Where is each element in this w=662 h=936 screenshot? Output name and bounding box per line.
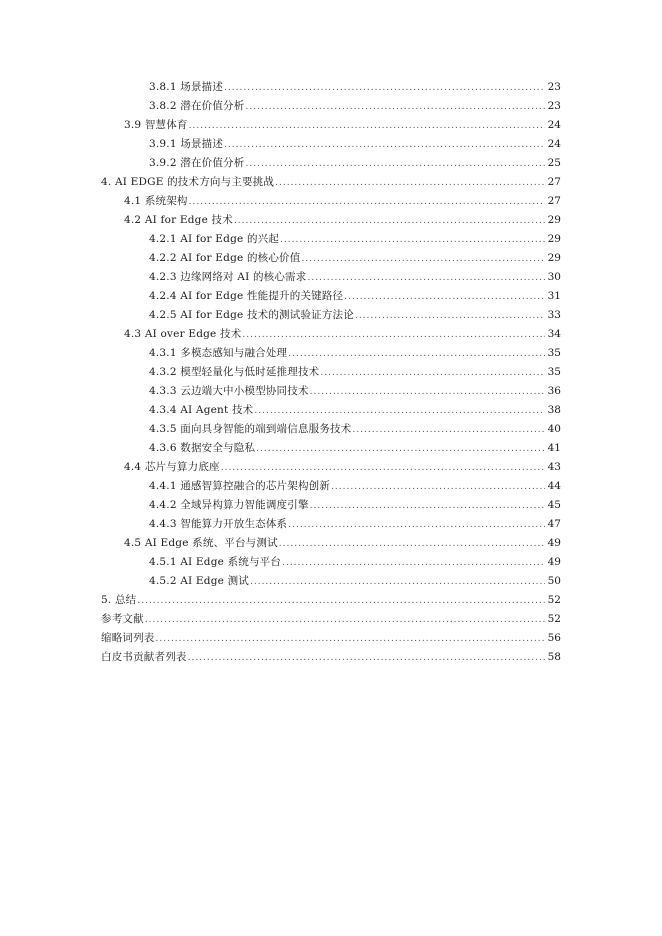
toc-entry-title: 4.5.1 AI Edge 系统与平台 (149, 556, 282, 568)
toc-entry-title: 4.2 AI for Edge 技术 (124, 214, 233, 226)
toc-entry-title: 4.3.5 面向具身智能的端到端信息服务技术 (149, 423, 352, 435)
toc-dot-leader (320, 364, 545, 383)
toc-entry[interactable] (149, 268, 561, 287)
toc-page-number: 29 (547, 252, 561, 264)
toc-page-number: 23 (547, 100, 561, 112)
toc-entry-title: 4. AI EDGE 的技术方向与主要挑战 (101, 176, 275, 188)
toc-entry[interactable] (149, 287, 561, 306)
toc-entry-title: 3.9.1 场景描述 (149, 138, 224, 150)
toc-entry-title: 参考文献 (101, 613, 144, 625)
toc-dot-leader (288, 345, 545, 364)
toc-page-number: 34 (547, 328, 561, 340)
toc-dot-leader (224, 136, 545, 155)
toc-entry[interactable] (149, 154, 561, 173)
toc-entry[interactable] (149, 420, 561, 439)
toc-entry-title: 4.3.3 云边端大中小模型协同技术 (149, 385, 309, 397)
toc-page-number: 36 (547, 385, 561, 397)
toc-page-number: 45 (547, 499, 561, 511)
toc-entry-title: 4.5 AI Edge 系统、平台与测试 (124, 537, 278, 549)
toc-dot-leader (279, 535, 545, 554)
toc-entry[interactable] (124, 192, 561, 211)
toc-entry-title: 4.4 芯片与算力底座 (124, 461, 220, 473)
toc-page-number: 29 (547, 233, 561, 245)
toc-page-number: 24 (547, 138, 561, 150)
toc-entry-title: 4.2.4 AI for Edge 性能提升的关键路径 (149, 290, 344, 302)
toc-entry[interactable] (101, 173, 561, 192)
toc-page-number: 47 (547, 518, 561, 530)
toc-entry-title: 4.2.5 AI for Edge 技术的测试验证方法论 (149, 309, 354, 321)
toc-dot-leader (242, 326, 545, 345)
toc-entry[interactable] (124, 534, 561, 553)
toc-page-number: 52 (547, 594, 561, 606)
toc-entry-title: 4.2.2 AI for Edge 的核心价值 (149, 252, 301, 264)
toc-page-number: 27 (547, 195, 561, 207)
toc-entry-title: 4.3.2 模型轻量化与低时延推理技术 (149, 366, 320, 378)
toc-dot-leader (224, 79, 545, 98)
toc-page-number: 52 (547, 613, 561, 625)
toc-page-number: 41 (547, 442, 561, 454)
toc-entry[interactable] (149, 97, 561, 116)
toc-entry-title: 4.2.1 AI for Edge 的兴起 (149, 233, 280, 245)
toc-page-number: 27 (547, 176, 561, 188)
toc-dot-leader (310, 383, 545, 402)
toc-dot-leader (307, 269, 545, 288)
toc-page-number: 40 (547, 423, 561, 435)
toc-entry[interactable] (149, 572, 561, 591)
toc-entry[interactable] (101, 610, 561, 629)
toc-page-number: 35 (547, 366, 561, 378)
toc-entry-title: 4.3 AI over Edge 技术 (124, 328, 242, 340)
toc-entry-title: 4.2.3 边缘网络对 AI 的核心需求 (149, 271, 307, 283)
toc-entry[interactable] (149, 344, 561, 363)
toc-dot-leader (188, 649, 545, 668)
toc-dot-leader (250, 573, 545, 592)
toc-dot-leader (352, 421, 545, 440)
toc-entry-title: 4.3.6 数据安全与隐私 (149, 442, 256, 454)
toc-entry[interactable] (124, 458, 561, 477)
toc-page-number: 50 (547, 575, 561, 587)
toc-entry[interactable] (101, 648, 561, 667)
toc-page-number: 38 (547, 404, 561, 416)
toc-entry[interactable] (149, 401, 561, 420)
toc-entry[interactable] (124, 116, 561, 135)
toc-entry[interactable] (149, 439, 561, 458)
toc-dot-leader (256, 440, 545, 459)
toc-dot-leader (355, 307, 545, 326)
toc-entry[interactable] (149, 230, 561, 249)
toc-page-number: 56 (547, 632, 561, 644)
toc-page-number: 24 (547, 119, 561, 131)
toc-dot-leader (156, 630, 546, 649)
toc-entry-title: 3.9.2 潜在价值分析 (149, 157, 245, 169)
toc-page-number: 31 (547, 290, 561, 302)
toc-entry[interactable] (124, 211, 561, 230)
toc-dot-leader (288, 516, 545, 535)
toc-dot-leader (221, 459, 545, 478)
toc-dot-leader (344, 288, 545, 307)
toc-page-number: 44 (547, 480, 561, 492)
toc-dot-leader (189, 117, 545, 136)
toc-entry[interactable] (149, 249, 561, 268)
toc-entry-title: 3.8.2 潜在价值分析 (149, 100, 245, 112)
toc-dot-leader (145, 611, 545, 630)
toc-dot-leader (282, 554, 545, 573)
toc-entry-title: 4.5.2 AI Edge 测试 (149, 575, 249, 587)
toc-entry[interactable] (149, 135, 561, 154)
toc-entry-title: 4.3.1 多模态感知与融合处理 (149, 347, 288, 359)
toc-entry-title: 4.4.1 通感智算控融合的芯片架构创新 (149, 480, 331, 492)
toc-entry-title: 3.8.1 场景描述 (149, 81, 224, 93)
toc-dot-leader (331, 478, 545, 497)
toc-dot-leader (245, 155, 545, 174)
toc-page-number: 35 (547, 347, 561, 359)
toc-entry[interactable] (149, 496, 561, 515)
toc-dot-leader (301, 250, 545, 269)
toc-entry[interactable] (101, 591, 561, 610)
toc-page-number: 33 (547, 309, 561, 321)
toc-entry-title: 白皮书贡献者列表 (101, 651, 187, 663)
toc-page-number: 49 (547, 556, 561, 568)
toc-dot-leader (254, 402, 545, 421)
toc-page-number: 58 (547, 651, 561, 663)
toc-entry[interactable] (124, 325, 561, 344)
toc-entry[interactable] (149, 553, 561, 572)
toc-entry-title: 5. 总结 (101, 594, 137, 606)
toc-dot-leader (275, 174, 545, 193)
toc-entry[interactable] (149, 382, 561, 401)
toc-page-number: 30 (547, 271, 561, 283)
toc-dot-leader (310, 497, 545, 516)
toc-entry-title: 4.3.4 AI Agent 技术 (149, 404, 254, 416)
toc-entry[interactable] (149, 363, 561, 382)
toc-entry-title: 4.4.3 智能算力开放生态体系 (149, 518, 288, 530)
toc-dot-leader (245, 98, 545, 117)
toc-dot-leader (137, 592, 545, 611)
toc-entry[interactable] (149, 306, 561, 325)
toc-entry-title: 3.9 智慧体育 (124, 119, 188, 131)
toc-page-number: 23 (547, 81, 561, 93)
toc-dot-leader (280, 231, 545, 250)
toc-page-number: 29 (547, 214, 561, 226)
toc-entry-title: 4.1 系统架构 (124, 195, 188, 207)
toc-entry[interactable] (149, 477, 561, 496)
toc-entry[interactable] (101, 629, 561, 648)
toc-page-number: 43 (547, 461, 561, 473)
toc-dot-leader (234, 212, 545, 231)
toc-entry-title: 4.4.2 全域异构算力智能调度引擎 (149, 499, 309, 511)
toc-entry[interactable] (149, 515, 561, 534)
toc-page-number: 25 (547, 157, 561, 169)
toc-entry[interactable] (149, 78, 561, 97)
toc-entry-title: 缩略词列表 (101, 632, 155, 644)
toc-dot-leader (189, 193, 545, 212)
toc-page-number: 49 (547, 537, 561, 549)
